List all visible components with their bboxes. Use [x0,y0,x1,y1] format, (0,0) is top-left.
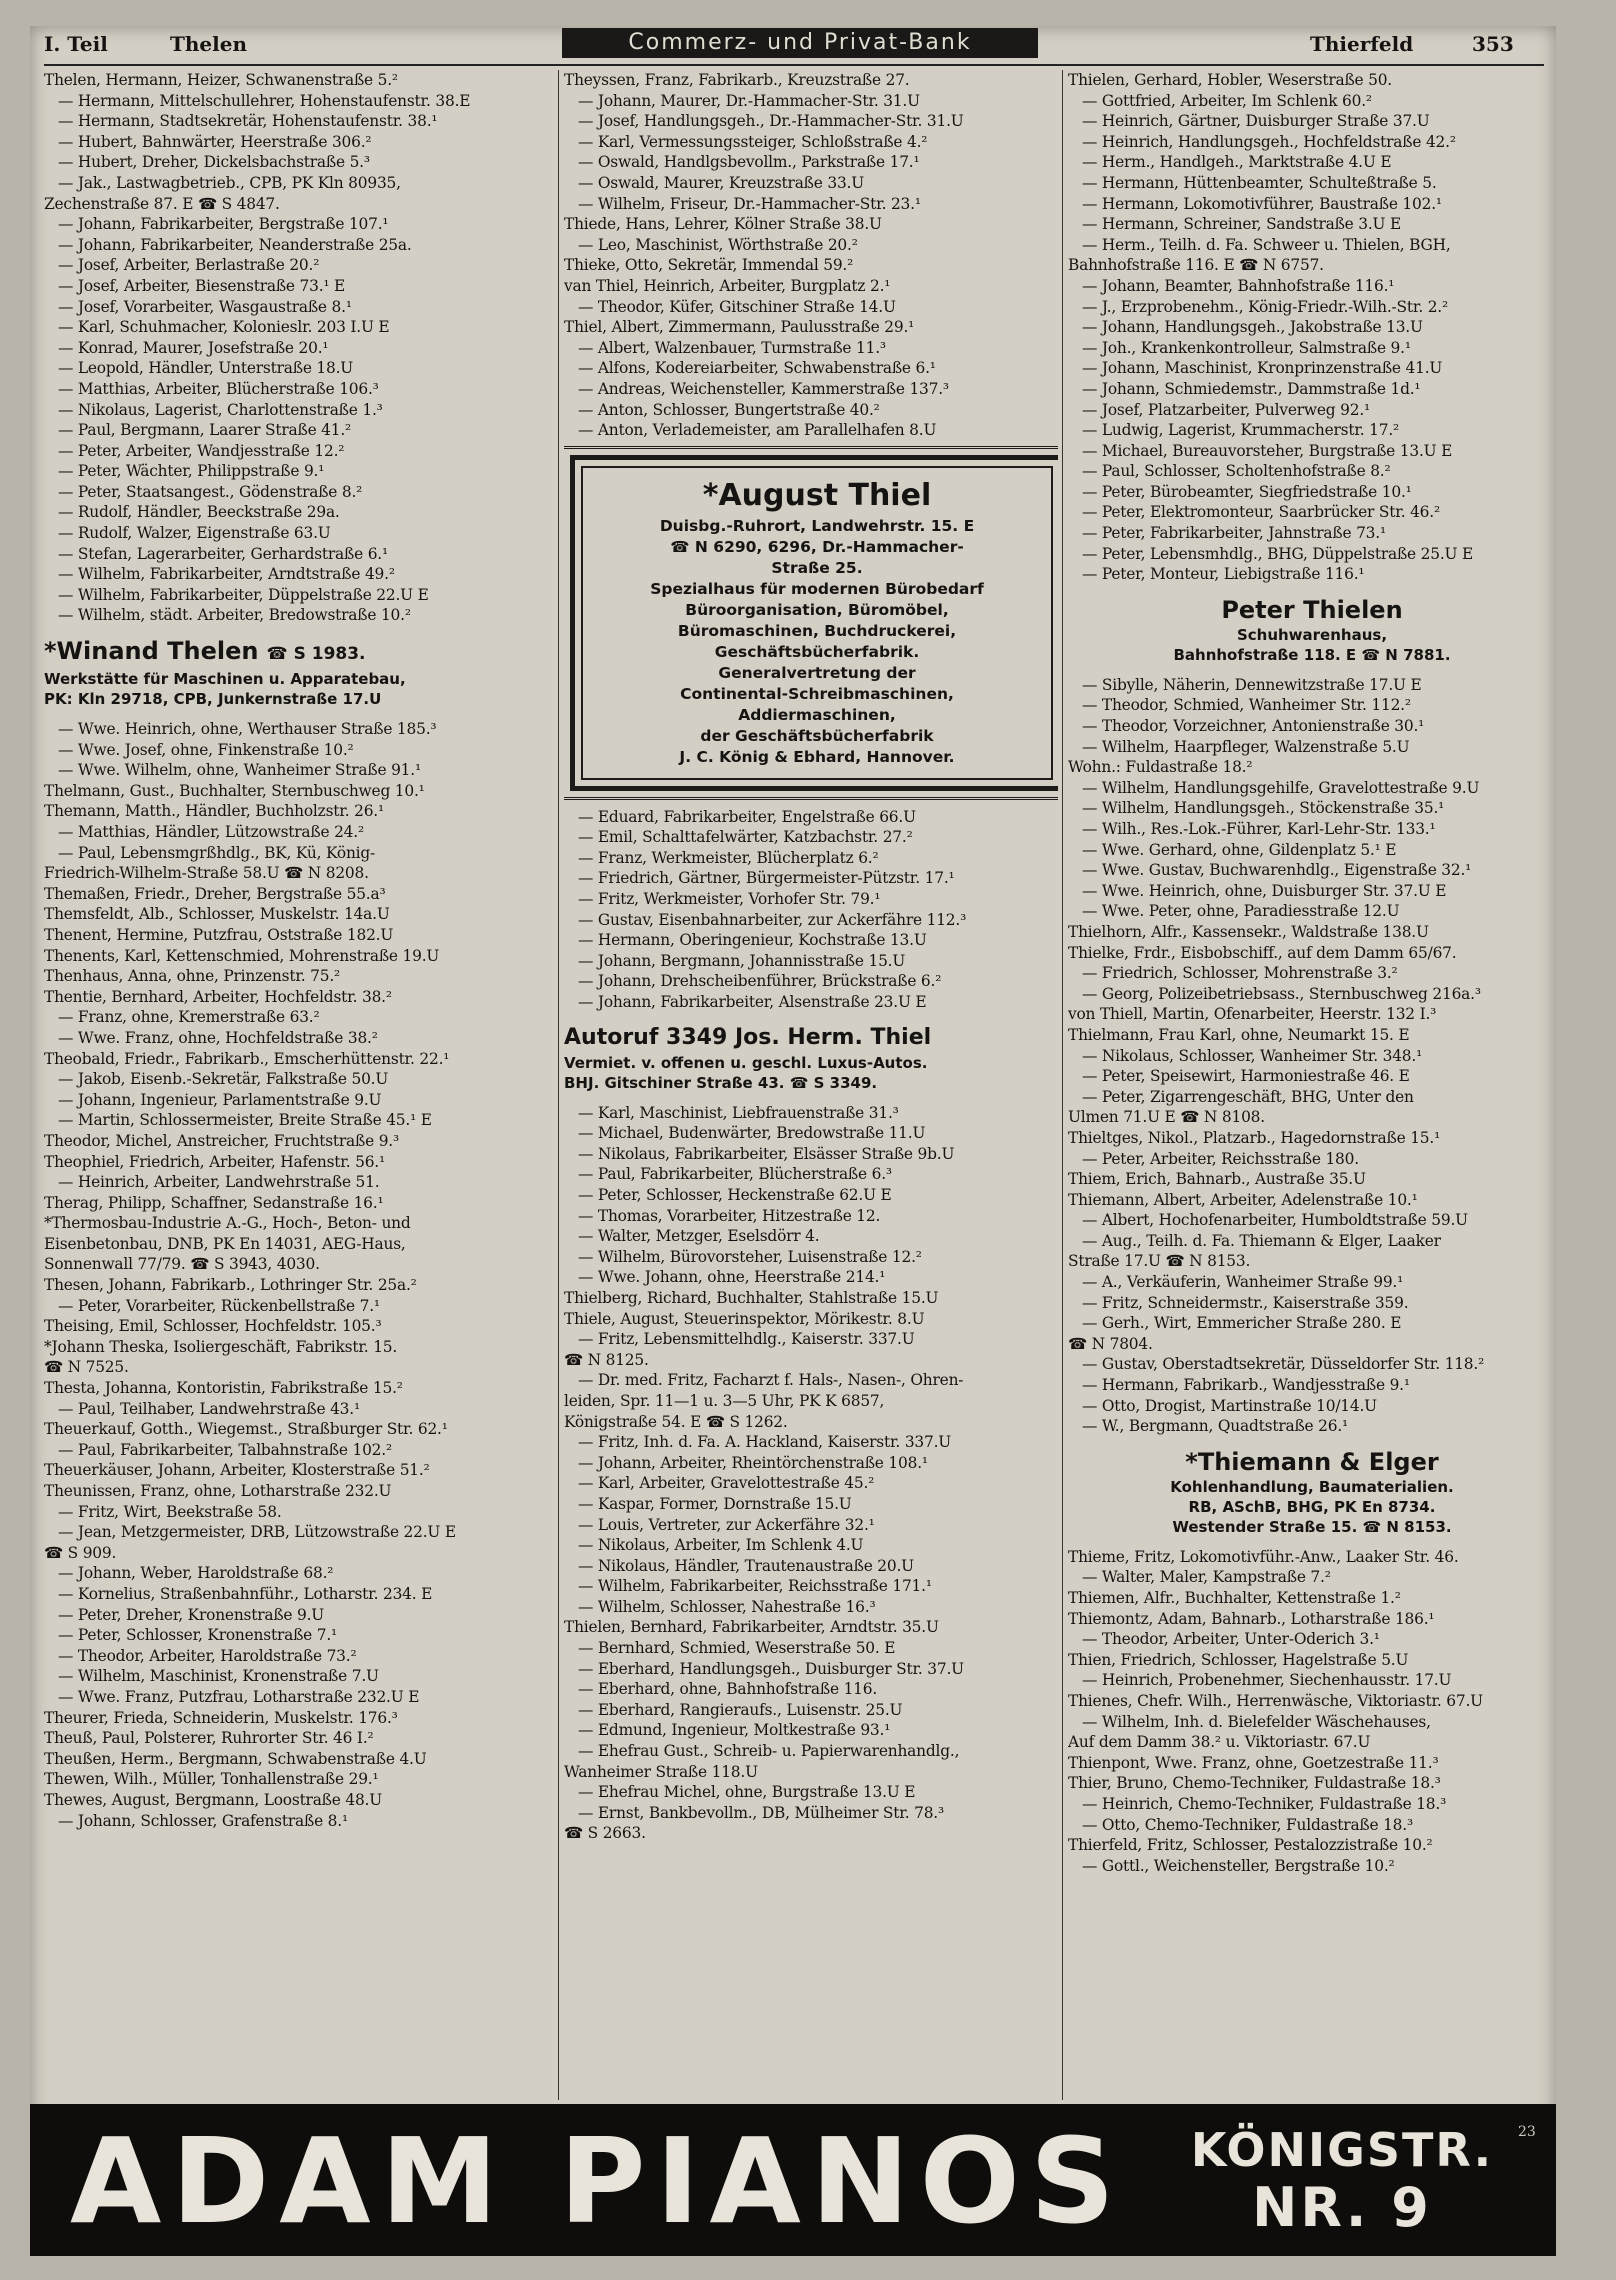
directory-entry: — Peter, Monteur, Liebigstraße 116.¹ [1082,565,1365,584]
directory-entry: — Sibylle, Näherin, Dennewitzstraße 17.U E [1082,675,1422,694]
directory-entry: Thiele, August, Steuerinspektor, Mörikestr. 8.U [564,1309,925,1328]
directory-entry: — J., Erzprobenehm., König-Friedr.-Wilh.-Str. 2.² [1082,297,1448,316]
ad-title: *Winand Thelen [44,637,259,666]
directory-entry: — Oswald, Maurer, Kreuzstraße 33.U [578,173,864,192]
banner-number: NR. 9 [1252,2176,1432,2239]
directory-entry: — Peter, Staatsangest., Gödenstraße 8.² [58,482,363,501]
directory-entry: — Paul, Bergmann, Laarer Straße 41.² [58,421,352,440]
directory-entry: — Nikolaus, Schlosser, Wanheimer Str. 348.¹ [1082,1046,1423,1065]
directory-entry: — Eduard, Fabrikarbeiter, Engelstraße 66.U [578,807,916,826]
directory-entry: — Nikolaus, Fabrikarbeiter, Elsässer Straße 9b.U [578,1144,955,1163]
directory-entry: Theunissen, Franz, ohne, Lotharstraße 232.U [44,1482,392,1500]
directory-entry: — Ehefrau Michel, ohne, Burgstraße 13.U E [578,1783,916,1802]
directory-entry: Thieke, Otto, Sekretär, Immendal 59.² [564,256,854,275]
directory-entry: — Gustav, Eisenbahnarbeiter, zur Ackerfähre 112.³ [578,910,967,929]
directory-entry: — Hermann, Schreiner, Sandstraße 3.U E [1082,215,1402,234]
ad-winand-thelen [44,636,554,709]
directory-entry: — Johann, Maurer, Dr.-Hammacher-Str. 31.U [578,91,920,110]
directory-entry: — Wilhelm, Handlungsgehilfe, Gravelottestraße 9.U [1082,778,1480,797]
directory-entry: Thielen, Gerhard, Hobler, Weserstraße 50. [1068,71,1393,89]
directory-entry: Thienpont, Wwe. Franz, ohne, Goetzestraße 11.³ [1068,1753,1439,1772]
entry-list [44,70,554,626]
left-guide-word: Thelen [170,32,248,56]
ad-line: Continental-Schreibmaschinen, [680,684,954,703]
ad-line: Büroorganisation, Büromöbel, [685,600,949,619]
directory-entry: Thiem, Erich, Bahnarb., Austraße 35.U [1068,1170,1366,1189]
directory-entry: — Hermann, Hüttenbeamter, Schulteßtraße 5. [1082,173,1437,192]
directory-entry: — Wilhelm, Fabrikarbeiter, Düppelstraße 22.U E [58,585,429,604]
ad-line: PK: Kln 29718, CPB, Junkernstraße 17.U [44,690,382,709]
directory-entry: — Gottfried, Arbeiter, Im Schlenk 60.² [1082,91,1372,110]
right-guide-word: Thierfeld [1310,32,1414,56]
part-label: I. Teil [44,32,108,56]
directory-entry: Thelmann, Gust., Buchhalter, Sternbuschweg 10.¹ [44,781,425,800]
directory-entry: — Peter, Dreher, Kronenstraße 9.U [58,1605,325,1624]
directory-entry: Theising, Emil, Schlosser, Hochfeldstr. 105.³ [44,1317,382,1336]
ad-title: Autoruf 3349 Jos. Herm. Thiel [564,1024,932,1050]
ad-phone: ☎ S 1983. [266,644,366,665]
column-divider-1 [558,70,559,2100]
ad-line: Bahnhofstraße 118. E ☎ N 7881. [1173,645,1451,664]
directory-entry: — Otto, Chemo-Techniker, Fuldastraße 18.³ [1082,1815,1413,1834]
directory-entry: Theußen, Herm., Bergmann, Schwabenstraße 4.U [44,1749,427,1768]
directory-entry: — Johann, Beamter, Bahnhofstraße 116.¹ [1082,276,1395,295]
directory-entry: — Karl, Vermessungssteiger, Schloßstraße 4.² [578,132,928,151]
directory-entry: Thiede, Hans, Lehrer, Kölner Straße 38.U [564,215,882,234]
ad-title: *August Thiel [702,477,932,513]
directory-entry: Ulmen 71.U E ☎ N 8108. [1068,1108,1265,1127]
directory-entry: Thentie, Bernhard, Arbeiter, Hochfeldstr. 38.² [44,987,392,1006]
directory-entry: — Paul, Fabrikarbeiter, Blücherstraße 6.³ [578,1165,892,1184]
directory-entry: Thenhaus, Anna, ohne, Prinzenstr. 75.² [44,967,341,986]
directory-entry: — Ernst, Bankbevollm., DB, Mülheimer Str. 78.³ [578,1803,944,1822]
ad-line: RB, ASchB, BHG, PK En 8734. [1188,1497,1436,1516]
directory-entry: — Albert, Walzenbauer, Turmstraße 11.³ [578,338,886,357]
directory-entry: — Oswald, Handlgsbevollm., Parkstraße 17.¹ [578,153,920,172]
directory-entry: — Bernhard, Schmied, Weserstraße 50. E [578,1639,896,1658]
directory-entry: — Stefan, Lagerarbeiter, Gerhardstraße 6.¹ [58,544,388,563]
directory-entry: — Johann, Fabrikarbeiter, Neanderstraße 25a. [58,235,412,254]
directory-entry: — Heinrich, Probenehmer, Siechenhausstr. 17.U [1082,1671,1452,1690]
directory-entry: — Johann, Drehscheibenführer, Brückstraße 6.² [578,972,942,991]
banner-street: KÖNIGSTR. [1190,2123,1494,2177]
directory-entry: — Michael, Bureauvorsteher, Burgstraße 13.U E [1082,441,1453,460]
ad-title: Peter Thielen [1221,595,1403,624]
directory-entry: — Friedrich, Gärtner, Bürgermeister-Pützstr. 17.¹ [578,869,955,888]
directory-entry: — Wwe. Heinrich, ohne, Duisburger Str. 37.U E [1082,881,1447,900]
directory-entry: — Heinrich, Chemo-Techniker, Fuldastraße 18.³ [1082,1794,1447,1813]
directory-entry: — Konrad, Maurer, Josefstraße 20.¹ [58,338,329,357]
directory-entry: — Matthias, Händler, Lützowstraße 24.² [58,823,364,841]
directory-entry: Zechenstraße 87. E ☎ S 4847. [44,194,280,213]
directory-entry: — Hermann, Fabrikarb., Wandjesstraße 9.¹ [1082,1376,1410,1395]
directory-entry: — Wilhelm, Friseur, Dr.-Hammacher-Str. 23.¹ [578,194,921,213]
directory-entry: — Wilhelm, Inh. d. Bielefelder Wäschehauses, [1082,1712,1431,1731]
directory-entry: Thielke, Frdr., Eisbobschiff., auf dem Damm 65/67. [1068,943,1457,962]
directory-entry: Theuerkäuser, Johann, Arbeiter, Klosterstraße 51.² [44,1461,430,1480]
directory-entry: — Peter, Schlosser, Heckenstraße 62.U E [578,1186,892,1204]
directory-entry: Theyssen, Franz, Fabrikarb., Kreuzstraße 27. [564,71,910,89]
directory-entry: Themaßen, Friedr., Dreher, Bergstraße 55.a³ [44,884,386,903]
directory-entry: — Wwe. Gerhard, ohne, Gildenplatz 5.¹ E [1082,840,1397,859]
entry-list [1068,1547,1556,1877]
ad-line: Generalvertretung der [718,663,916,682]
directory-entry: Thiemontz, Adam, Bahnarb., Lotharstraße 186.¹ [1068,1609,1435,1628]
directory-entry: — Wilhelm, Haarpfleger, Walzenstraße 5.U [1082,737,1410,756]
directory-entry: Thier, Bruno, Chemo-Techniker, Fuldastraße 18.³ [1068,1774,1441,1793]
directory-entry: Themsfeldt, Alb., Schlosser, Muskelstr. 14a.U [44,905,390,924]
ad-line: Kohlenhandlung, Baumaterialien. [1170,1477,1454,1496]
directory-entry: — Johann, Weber, Haroldstraße 68.² [58,1564,334,1583]
directory-entry: — Fritz, Schneidermstr., Kaiserstraße 359. [1082,1293,1409,1312]
page-header [30,26,1556,64]
ad-line: Spezialhaus für modernen Bürobedarf [650,579,984,598]
directory-entry: — Karl, Schuhmacher, Kolonieslr. 203 I.U E [58,318,390,337]
directory-entry: — Louis, Vertreter, zur Ackerfähre 32.¹ [578,1515,875,1534]
directory-entry: — Heinrich, Arbeiter, Landwehrstraße 51. [58,1173,380,1192]
directory-entry: — Fritz, Werkmeister, Vorhofer Str. 79.¹ [578,890,881,909]
directory-entry: Therag, Philipp, Schaffner, Sedanstraße 16.¹ [44,1193,384,1212]
directory-entry: — Peter, Fabrikarbeiter, Jahnstraße 73.¹ [1082,524,1386,543]
directory-entry: — Paul, Teilhaber, Landwehrstraße 43.¹ [58,1399,360,1418]
directory-entry: Thesen, Johann, Fabrikarb., Lothringer Str. 25a.² [44,1276,417,1295]
page-number: 353 [1472,32,1514,56]
column-divider-2 [1062,70,1063,2100]
entry-list [1068,675,1556,1437]
directory-entry: Thielberg, Richard, Buchhalter, Stahlstraße 15.U [564,1288,939,1307]
banner-brand: ADAM PIANOS [70,2112,1125,2250]
directory-entry: *Thermosbau-Industrie A.-G., Hoch-, Beton- und [44,1214,411,1233]
directory-entry: Thielen, Bernhard, Fabrikarbeiter, Arndtstr. 35.U [564,1618,939,1637]
entry-list [564,70,1058,441]
directory-entry: — Franz, ohne, Kremerstraße 63.² [58,1008,320,1027]
directory-entry: ☎ N 7804. [1068,1334,1153,1353]
directory-entry: — Georg, Polizeibetriebsass., Sternbuschweg 216a.³ [1082,984,1481,1003]
directory-entry: Wohn.: Fuldastraße 18.² [1068,758,1253,777]
directory-entry: — Theodor, Arbeiter, Unter-Oderich 3.¹ [1082,1630,1380,1649]
directory-entry: — Jakob, Eisenb.-Sekretär, Falkstraße 50.U [58,1070,389,1089]
directory-entry: — Peter, Bürobeamter, Siegfriedstraße 10.¹ [1082,482,1412,501]
directory-entry: Straße 17.U ☎ N 8153. [1068,1252,1251,1271]
directory-entry: — Albert, Hochofenarbeiter, Humboldtstraße 59.U [1082,1211,1468,1230]
directory-entry: — Eberhard, Handlungsgeh., Duisburger Str. 37.U [578,1659,964,1678]
column-3 [1068,70,1556,2100]
directory-entry: — Wwe. Johann, ohne, Heerstraße 214.¹ [578,1268,886,1287]
directory-entry: — Hermann, Stadtsekretär, Hohenstaufenstr. 38.¹ [58,112,438,131]
ad-line: J. C. König & Ebhard, Hannover. [679,747,955,766]
directory-entry: — Johann, Schlosser, Grafenstraße 8.¹ [58,1811,348,1830]
directory-entry: — Leopold, Händler, Unterstraße 18.U [58,359,354,378]
directory-entry: Thienes, Chefr. Wilh., Herrenwäsche, Viktoriastr. 67.U [1068,1691,1483,1710]
directory-entry: — Hermann, Mittelschullehrer, Hohenstaufenstr. 38.E [58,91,471,110]
directory-entry: — Wwe. Heinrich, ohne, Werthauser Straße 185.³ [58,720,437,739]
directory-entry: — W., Bergmann, Quadtstraße 26.¹ [1082,1417,1348,1436]
directory-entry: Thiel, Albert, Zimmermann, Paulusstraße 29.¹ [564,318,915,337]
directory-entry: — Franz, Werkmeister, Blücherplatz 6.² [578,848,879,867]
directory-entry: Thesta, Johanna, Kontoristin, Fabrikstraße 15.² [44,1379,403,1398]
directory-entry: — Peter, Lebensmhdlg., BHG, Düppelstraße 25.U E [1082,544,1474,563]
directory-entry: — Karl, Arbeiter, Gravelottestraße 45.² [578,1474,875,1493]
directory-entry: — Edmund, Ingenieur, Moltkestraße 93.¹ [578,1721,891,1740]
directory-entry: Thewen, Wilh., Müller, Tonhallenstraße 29.¹ [44,1770,379,1789]
directory-entry: — Wwe. Peter, ohne, Paradiesstraße 12.U [1082,902,1400,921]
directory-entry: — Paul, Fabrikarbeiter, Talbahnstraße 102.² [58,1440,392,1459]
directory-entry: Thien, Friedrich, Schlosser, Hagelstraße 5.U [1068,1650,1409,1669]
directory-entry: — Johann, Fabrikarbeiter, Alsenstraße 23.U E [578,993,927,1012]
directory-entry: — Peter, Elektromonteur, Saarbrücker Str. 46.² [1082,503,1440,522]
ad-line: Westender Straße 15. ☎ N 8153. [1172,1517,1452,1536]
ad-line: Büromaschinen, Buchdruckerei, [677,621,957,640]
directory-entry: Thiemann, Albert, Arbeiter, Adelenstraße 10.¹ [1068,1190,1418,1209]
directory-entry: Thenent, Hermine, Putzfrau, Oststraße 182.U [44,925,394,944]
directory-entry: — Ehefrau Gust., Schreib- u. Papierwarenhandlg., [578,1742,960,1761]
ad-lines [589,516,1045,768]
directory-entry: — Jak., Lastwagbetrieb., CPB, PK Kln 80935, [58,173,401,192]
directory-entry: leiden, Spr. 11—1 u. 3—5 Uhr, PK K 6857, [564,1391,885,1410]
directory-entry: — Hermann, Lokomotivführer, Baustraße 102.¹ [1082,194,1442,213]
directory-entry: — Alfons, Kodereiarbeiter, Schwabenstraße 6.¹ [578,359,936,378]
ad-line: der Geschäftsbücherfabrik [700,726,934,745]
column-1 [44,70,554,2100]
directory-entry: van Thiel, Heinrich, Arbeiter, Burgplatz 2.¹ [564,276,891,295]
directory-entry: — Josef, Handlungsgeh., Dr.-Hammacher-Str. 31.U [578,112,964,131]
directory-entry: — Johann, Bergmann, Johannisstraße 15.U [578,951,906,970]
directory-entry: — Johann, Fabrikarbeiter, Bergstraße 107.¹ [58,215,389,234]
directory-entry: — Kaspar, Former, Dornstraße 15.U [578,1494,852,1513]
ad-line: Straße 25. [771,558,863,577]
entry-list [1068,70,1556,585]
directory-entry: — Johann, Maschinist, Kronprinzenstraße 41.U [1082,359,1443,378]
directory-entry: — Anton, Schlosser, Bungertstraße 40.² [578,400,880,419]
directory-entry: Thelen, Hermann, Heizer, Schwanenstraße 5.² [44,71,398,89]
directory-entry: — Wilhelm, Bürovorsteher, Luisenstraße 12.² [578,1247,922,1266]
directory-entry: — Wwe. Franz, Putzfrau, Lotharstraße 232.U E [58,1687,420,1706]
directory-entry: — Nikolaus, Lagerist, Charlottenstraße 1.³ [58,400,383,419]
ad-thiemann-elger [1068,1447,1556,1537]
directory-entry: Eisenbetonbau, DNB, PK En 14031, AEG-Haus, [44,1234,406,1253]
directory-entry: — Kornelius, Straßenbahnführ., Lotharstr. 234. E [58,1584,433,1603]
directory-entry: — Josef, Vorarbeiter, Wasgaustraße 8.¹ [58,297,352,316]
directory-entry: — Walter, Metzger, Eselsdörr 4. [578,1227,820,1246]
directory-entry: — A., Verkäuferin, Wanheimer Straße 99.¹ [1082,1273,1404,1292]
directory-entry: — Ludwig, Lagerist, Krummacherstr. 17.² [1082,421,1400,440]
entry-list [44,719,554,1831]
directory-entry: — Theodor, Arbeiter, Haroldstraße 73.² [58,1646,357,1665]
directory-entry: — Eberhard, Rangieraufs., Luisenstr. 25.U [578,1700,903,1719]
directory-entry: — Heinrich, Gärtner, Duisburger Straße 37.U [1082,112,1430,131]
directory-entry: — Johann, Ingenieur, Parlamentstraße 9.U [58,1090,382,1109]
directory-entry: Theobald, Friedr., Fabrikarb., Emscherhüttenstr. 22.¹ [44,1049,450,1068]
directory-entry: Sonnenwall 77/79. ☎ S 3943, 4030. [44,1255,320,1274]
ad-autoruf [564,1023,1058,1093]
directory-entry: — Fritz, Wirt, Beekstraße 58. [58,1502,282,1521]
directory-entry: — Karl, Maschinist, Liebfrauenstraße 31.³ [578,1103,899,1122]
directory-entry: — Eberhard, ohne, Bahnhofstraße 116. [578,1680,878,1699]
directory-entry: — Hubert, Dreher, Dickelsbachstraße 5.³ [58,153,370,172]
directory-entry: — Friedrich, Schlosser, Mohrenstraße 3.² [1082,964,1398,983]
directory-entry: Friedrich-Wilhelm-Straße 58.U ☎ N 8208. [44,864,369,883]
ad-line: Vermiet. v. offenen u. geschl. Luxus-Autos. [564,1053,928,1072]
directory-entry: Thenents, Karl, Kettenschmied, Mohrenstraße 19.U [44,946,440,965]
directory-entry: — Walter, Maler, Kampstraße 7.² [1082,1568,1331,1587]
directory-entry: — Fritz, Inh. d. Fa. A. Hackland, Kaiserstr. 337.U [578,1433,952,1452]
directory-entry: ☎ S 2663. [564,1824,646,1843]
directory-entry: — Paul, Lebensmgrßhdlg., BK, Kü, König- [58,843,376,862]
directory-entry: von Thiell, Martin, Ofenarbeiter, Heerstr. 132 I.³ [1068,1005,1437,1024]
directory-entry: — Dr. med. Fritz, Facharzt f. Hals-, Nasen-, Ohren- [578,1371,964,1390]
directory-entry: — Emil, Schalttafelwärter, Katzbachstr. 27.² [578,828,913,847]
directory-entry: — Thomas, Vorarbeiter, Hitzestraße 12. [578,1206,881,1225]
bank-advertisement-header: Commerz- und Privat-Bank [562,28,1038,58]
directory-entry: — Josef, Arbeiter, Biesenstraße 73.¹ E [58,276,346,295]
directory-entry: — Wwe. Franz, ohne, Hochfeldstraße 38.² [58,1028,378,1047]
directory-entry: — Anton, Verlademeister, am Parallelhafen 8.U [578,421,937,440]
directory-entry: *Johann Theska, Isoliergeschäft, Fabrikstr. 15. [44,1337,398,1356]
directory-entry: — Herm., Handlgeh., Marktstraße 4.U E [1082,153,1392,172]
entry-list [564,807,1058,1013]
directory-entry: — Josef, Arbeiter, Berlastraße 20.² [58,256,320,275]
directory-entry: — Gustav, Oberstadtsekretär, Düsseldorfer Str. 118.² [1082,1355,1485,1374]
directory-entry: — Peter, Arbeiter, Wandjesstraße 12.² [58,441,345,460]
directory-entry: — Nikolaus, Arbeiter, Im Schlenk 4.U [578,1536,864,1555]
directory-entry: — Leo, Maschinist, Wörthstraße 20.² [578,235,858,254]
directory-entry: Auf dem Damm 38.² u. Viktoriastr. 67.U [1068,1733,1371,1752]
directory-entry: Theuß, Paul, Polsterer, Ruhrorter Str. 46 I.² [44,1729,374,1748]
header-rule [44,64,1544,66]
directory-page [30,26,1556,2256]
directory-entry: — Wilhelm, Schlosser, Nahestraße 16.³ [578,1597,876,1616]
directory-entry: Thiemen, Alfr., Buchhalter, Kettenstraße 1.² [1068,1589,1401,1607]
directory-entry: — Johann, Handlungsgeh., Jakobstraße 13.U [1082,318,1423,337]
banner-small-number: 23 [1518,2124,1536,2140]
directory-entry: — Otto, Drogist, Martinstraße 10/14.U [1082,1396,1377,1415]
ad-line: Duisbg.-Ruhrort, Landwehrstr. 15. E [659,516,975,535]
directory-entry: — Wwe. Josef, ohne, Finkenstraße 10.² [58,740,354,759]
directory-entry: — Wilhelm, Maschinist, Kronenstraße 7.U [58,1667,379,1686]
ad-title: *Thiemann & Elger [1185,1447,1439,1476]
directory-entry: — Heinrich, Handlungsgeh., Hochfeldstraße 42.² [1082,132,1456,151]
directory-entry: — Theodor, Vorzeichner, Antonienstraße 30.¹ [1082,717,1425,736]
directory-entry: — Peter, Zigarrengeschäft, BHG, Unter den [1082,1087,1414,1106]
directory-entry: — Johann, Arbeiter, Rheintörchenstraße 108.¹ [578,1453,928,1472]
directory-entry: — Nikolaus, Händler, Trautenaustraße 20.U [578,1556,914,1575]
directory-entry: — Wilhelm, Fabrikarbeiter, Arndtstraße 49.² [58,565,395,584]
ad-line: BHJ. Gitschiner Straße 43. ☎ S 3349. [564,1073,878,1092]
directory-entry: Thielhorn, Alfr., Kassensekr., Waldstraße 138.U [1068,922,1429,941]
directory-entry: — Wilhelm, Fabrikarbeiter, Reichsstraße 171.¹ [578,1577,932,1596]
directory-entry: Thielmann, Frau Karl, ohne, Neumarkt 15. E [1068,1025,1410,1044]
directory-entry: Theophiel, Friedrich, Arbeiter, Hafenstr. 56.¹ [44,1152,385,1171]
ad-line: ☎ N 6290, 6296, Dr.-Hammacher- [670,537,964,556]
directory-entry: Theuerkauf, Gotth., Wiegemst., Straßburger Str. 62.¹ [44,1420,448,1439]
directory-entry: — Hermann, Oberingenieur, Kochstraße 13.U [578,931,927,950]
directory-entry: — Matthias, Arbeiter, Blücherstraße 106.³ [58,379,379,398]
directory-entry: — Hubert, Bahnwärter, Heerstraße 306.² [58,132,372,151]
directory-entry: — Andreas, Weichensteller, Kammerstraße 137.³ [578,379,949,398]
directory-entry: — Rudolf, Walzer, Eigenstraße 63.U [58,524,331,543]
directory-entry: — Peter, Arbeiter, Reichsstraße 180. [1082,1149,1359,1168]
directory-entry: — Gottl., Weichensteller, Bergstraße 10.² [1082,1856,1395,1875]
ad-line: Schuhwarenhaus, [1236,625,1388,644]
ad-line: Werkstätte für Maschinen u. Apparatebau, [44,670,406,689]
directory-entry: — Michael, Budenwärter, Bredowstraße 11.U [578,1124,926,1143]
directory-entry: — Theodor, Schmied, Wanheimer Str. 112.² [1082,696,1411,715]
directory-entry: ☎ S 909. [44,1543,117,1562]
ad-peter-thielen [1068,595,1556,665]
directory-entry: Thieltges, Nikol., Platzarb., Hagedornstraße 15.¹ [1068,1128,1441,1147]
directory-entry: — Wilhelm, Handlungsgeh., Stöckenstraße 35.¹ [1082,799,1445,818]
directory-entry: — Herm., Teilh. d. Fa. Schweer u. Thielen, BGH, [1082,235,1451,254]
entry-list [564,1103,1058,1844]
directory-entry: — Wilhelm, städt. Arbeiter, Bredowstraße 10.² [58,606,411,625]
directory-entry: — Wilh., Res.-Lok.-Führer, Karl-Lehr-Str. 133.¹ [1082,820,1436,838]
directory-entry: — Gerh., Wirt, Emmericher Straße 280. E [1082,1314,1402,1333]
directory-entry: Theurer, Frieda, Schneiderin, Muskelstr. 176.³ [44,1708,398,1727]
directory-entry: — Theodor, Küfer, Gitschiner Straße 14.U [578,297,896,316]
directory-entry: — Aug., Teilh. d. Fa. Thiemann & Elger, Laaker [1082,1231,1441,1250]
directory-entry: Thieme, Fritz, Lokomotivführ.-Anw., Laaker Str. 46. [1068,1547,1459,1566]
directory-entry: — Paul, Schlosser, Scholtenhofstraße 8.² [1082,462,1391,481]
directory-entry: Königstraße 54. E ☎ S 1262. [564,1412,788,1431]
directory-entry: Bahnhofstraße 116. E ☎ N 6757. [1068,256,1324,275]
directory-entry: — Fritz, Lebensmittelhdlg., Kaiserstr. 337.U [578,1330,915,1349]
directory-entry: — Martin, Schlossermeister, Breite Straße 45.¹ E [58,1111,432,1130]
directory-entry: — Peter, Speisewirt, Harmoniestraße 46. E [1082,1067,1410,1086]
ad-august-thiel [570,455,1058,791]
directory-entry: — Peter, Wächter, Philippstraße 9.¹ [58,462,325,481]
directory-entry: — Jean, Metzgermeister, DRB, Lützowstraße 22.U E [58,1523,456,1542]
directory-entry: ☎ N 8125. [564,1350,649,1369]
directory-entry: — Johann, Schmiedemstr., Dammstraße 1d.¹ [1082,379,1421,398]
directory-entry: Wanheimer Straße 118.U [564,1762,758,1781]
directory-entry: Theodor, Michel, Anstreicher, Fruchtstraße 9.³ [44,1131,399,1150]
directory-entry: — Wwe. Gustav, Buchwarenhdlg., Eigenstraße 32.¹ [1082,861,1472,880]
directory-entry: Thierfeld, Fritz, Schlosser, Pestalozzistraße 10.² [1068,1836,1433,1855]
directory-entry: — Wwe. Wilhelm, ohne, Wanheimer Straße 91.¹ [58,761,421,780]
directory-entry: ☎ N 7525. [44,1358,129,1377]
directory-entry: — Peter, Schlosser, Kronenstraße 7.¹ [58,1626,338,1645]
directory-entry: Thewes, August, Bergmann, Loostraße 48.U [44,1790,383,1809]
ad-line: Geschäftsbücherfabrik. [714,642,920,661]
directory-entry: — Peter, Vorarbeiter, Rückenbellstraße 7.¹ [58,1296,380,1315]
ad-line: Addiermaschinen, [738,705,896,724]
adam-pianos-banner [30,2104,1556,2256]
directory-entry: Themann, Matth., Händler, Buchholzstr. 26.¹ [44,802,384,821]
directory-entry: — Joh., Krankenkontrolleur, Salmstraße 9.¹ [1082,338,1411,357]
directory-entry: — Josef, Platzarbeiter, Pulverweg 92.¹ [1082,400,1370,419]
column-2 [564,70,1058,2100]
directory-entry: — Rudolf, Händler, Beeckstraße 29a. [58,503,340,522]
